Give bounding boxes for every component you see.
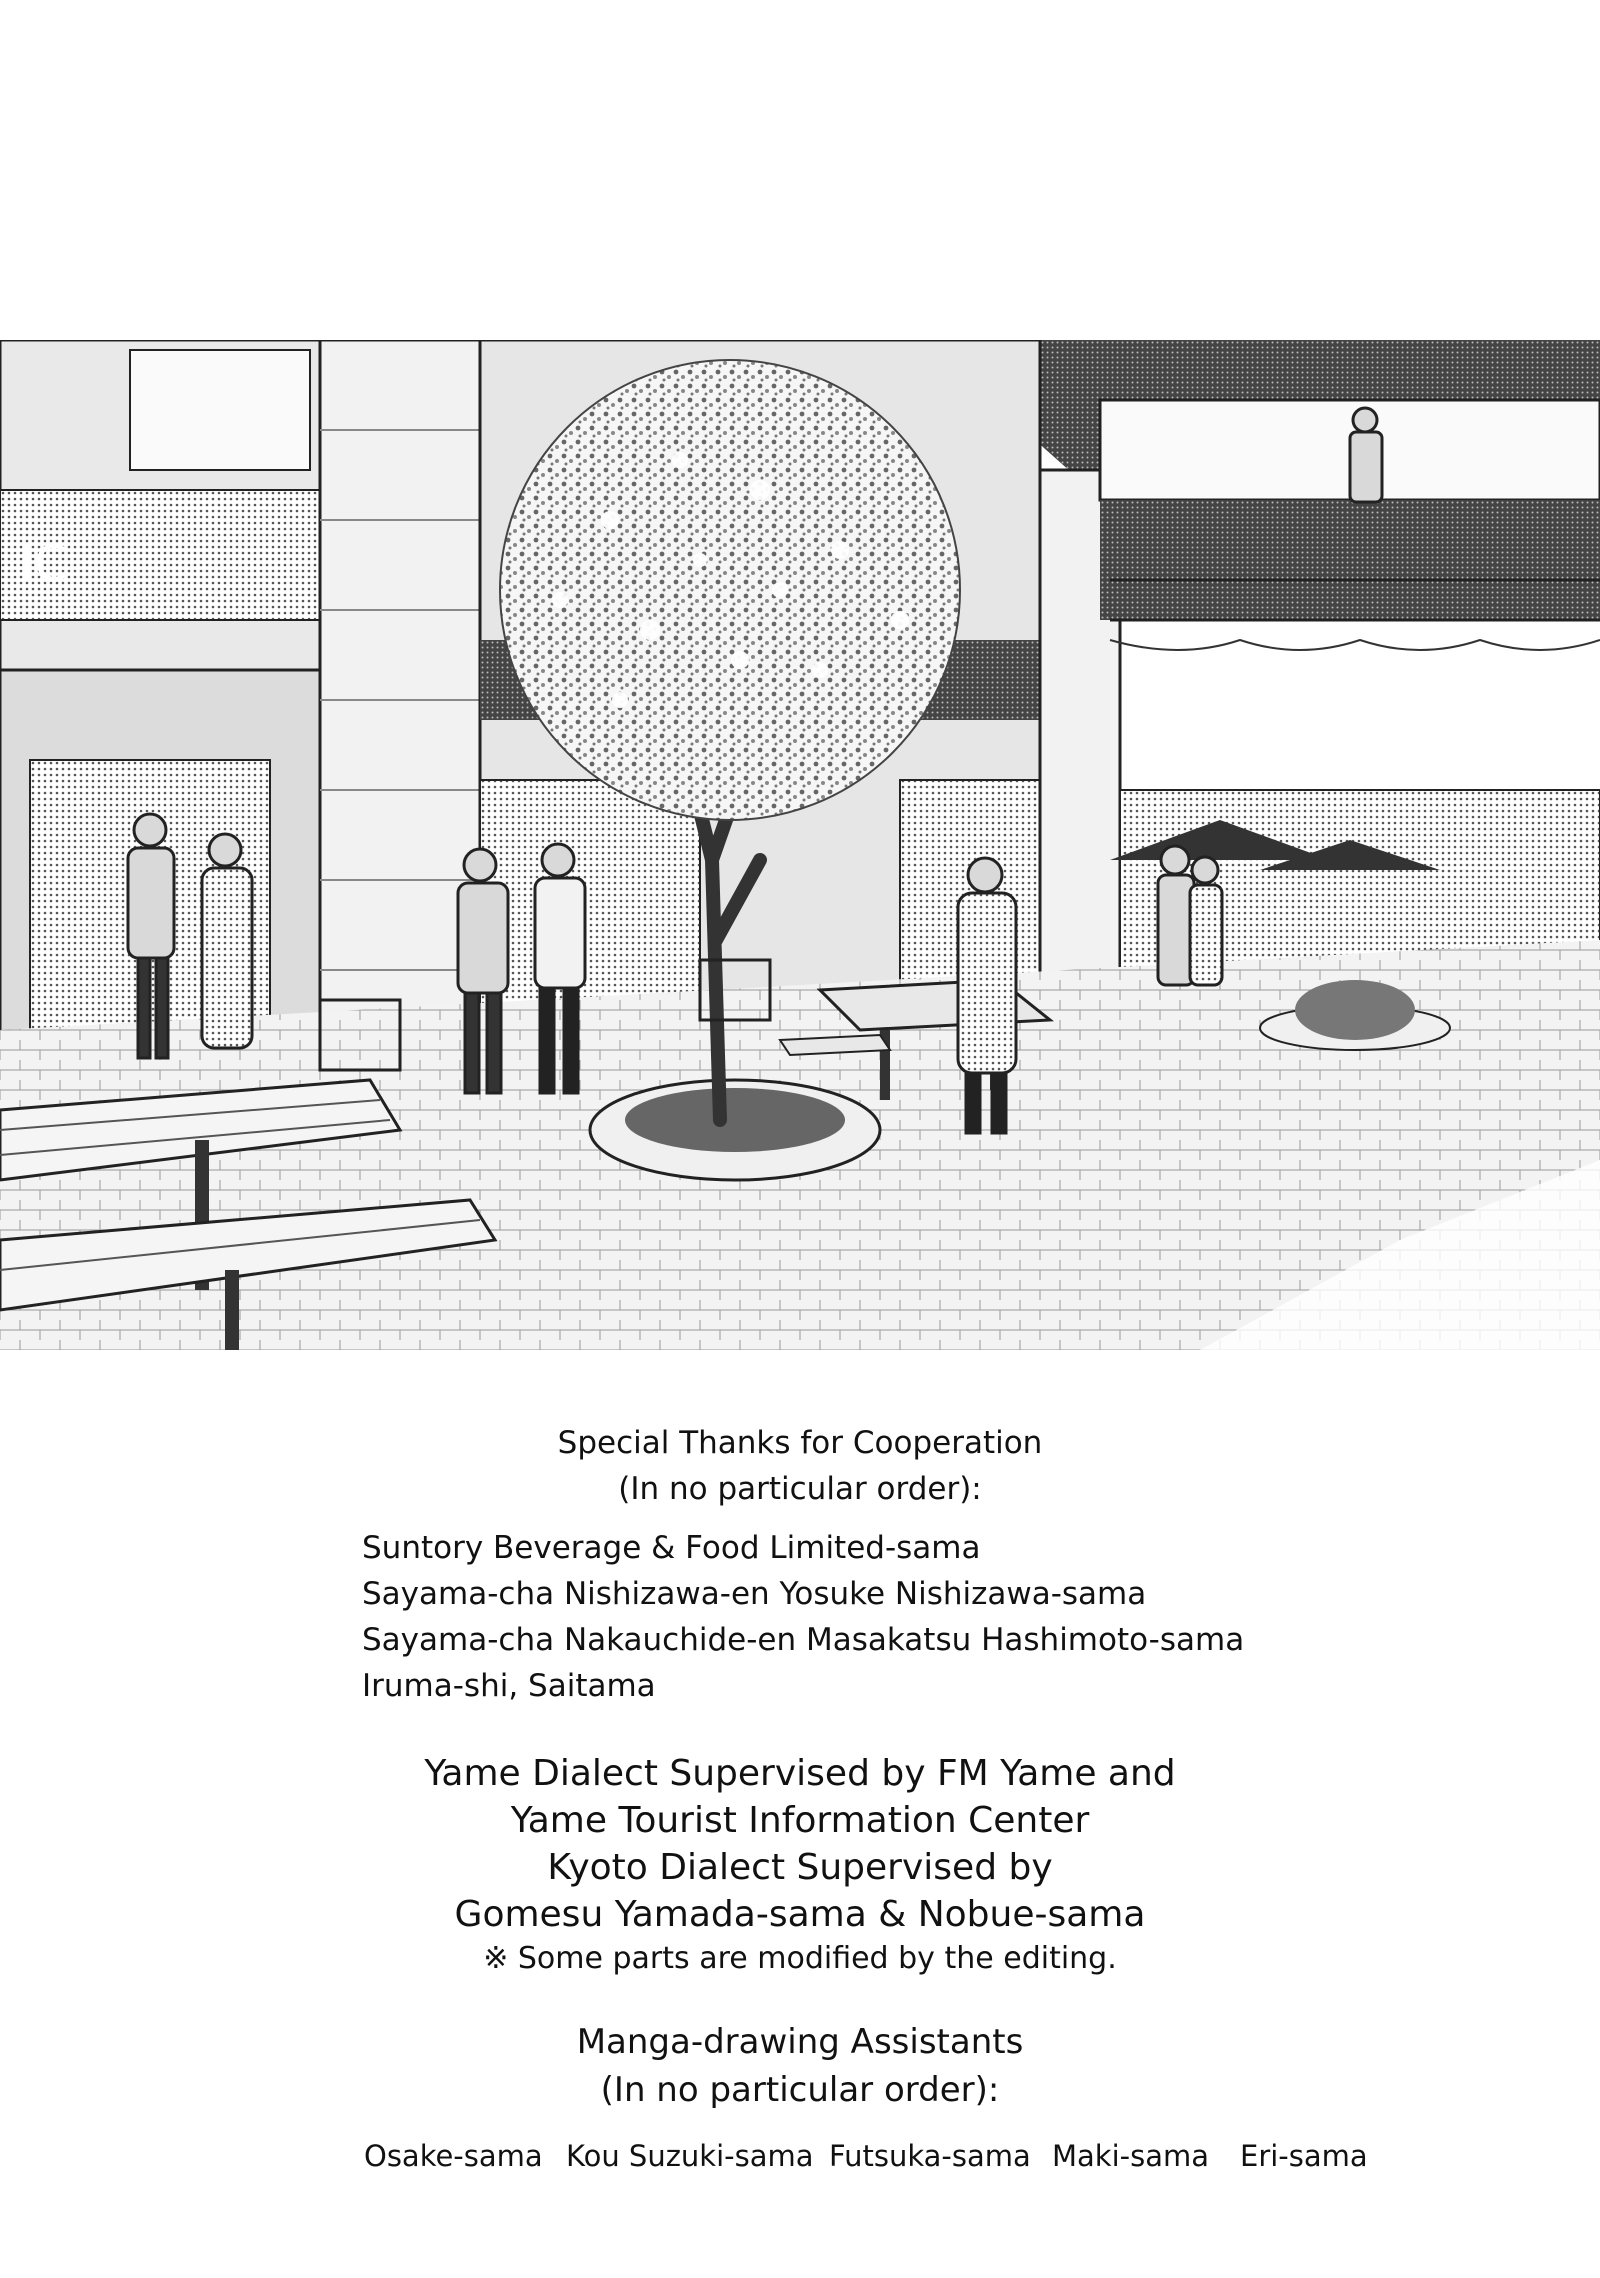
- assistant-name: Kou Suzuki-sama: [566, 2139, 814, 2173]
- cooperation-item: Sayama-cha Nakauchide-en Masakatsu Hashimoto-sama: [362, 1622, 1245, 1658]
- dialect-line: Gomesu Yamada-sama & Nobue-sama: [454, 1894, 1146, 1935]
- cooperation-item: Iruma-shi, Saitama: [362, 1668, 656, 1704]
- assistants-subheading: (In no particular order):: [600, 2070, 1000, 2110]
- assistant-name: Osake-sama: [364, 2139, 543, 2173]
- cooperation-list: [362, 1525, 1244, 1709]
- dialect-line: Yame Tourist Information Center: [510, 1800, 1090, 1841]
- cooperation-item: Suntory Beverage & Food Limited-sama: [362, 1530, 981, 1566]
- dialect-block: [0, 1750, 1600, 1980]
- dialect-line: Yame Dialect Supervised by FM Yame and: [424, 1753, 1176, 1794]
- dialect-line: Kyoto Dialect Supervised by: [547, 1847, 1053, 1888]
- editing-note: ※ Some parts are modified by the editing.: [483, 1941, 1117, 1976]
- cooperation-header: [0, 1420, 1600, 1512]
- assistants-header: [0, 2018, 1600, 2114]
- assistants-heading: Manga-drawing Assistants: [576, 2022, 1024, 2062]
- assistant-name: Futsuka-sama: [829, 2139, 1031, 2173]
- shop-sign-text: IC: [20, 536, 68, 592]
- assistant-name: Eri-sama: [1240, 2139, 1368, 2173]
- plaza-illustration: [0, 340, 1600, 1350]
- cooperation-subheading: (In no particular order):: [618, 1471, 982, 1507]
- cooperation-item: Sayama-cha Nishizawa-en Yosuke Nishizawa-sama: [362, 1576, 1147, 1612]
- credits-section: [0, 1420, 1600, 2173]
- cooperation-heading: Special Thanks for Cooperation: [557, 1425, 1043, 1461]
- assistant-name: Maki-sama: [1052, 2139, 1210, 2173]
